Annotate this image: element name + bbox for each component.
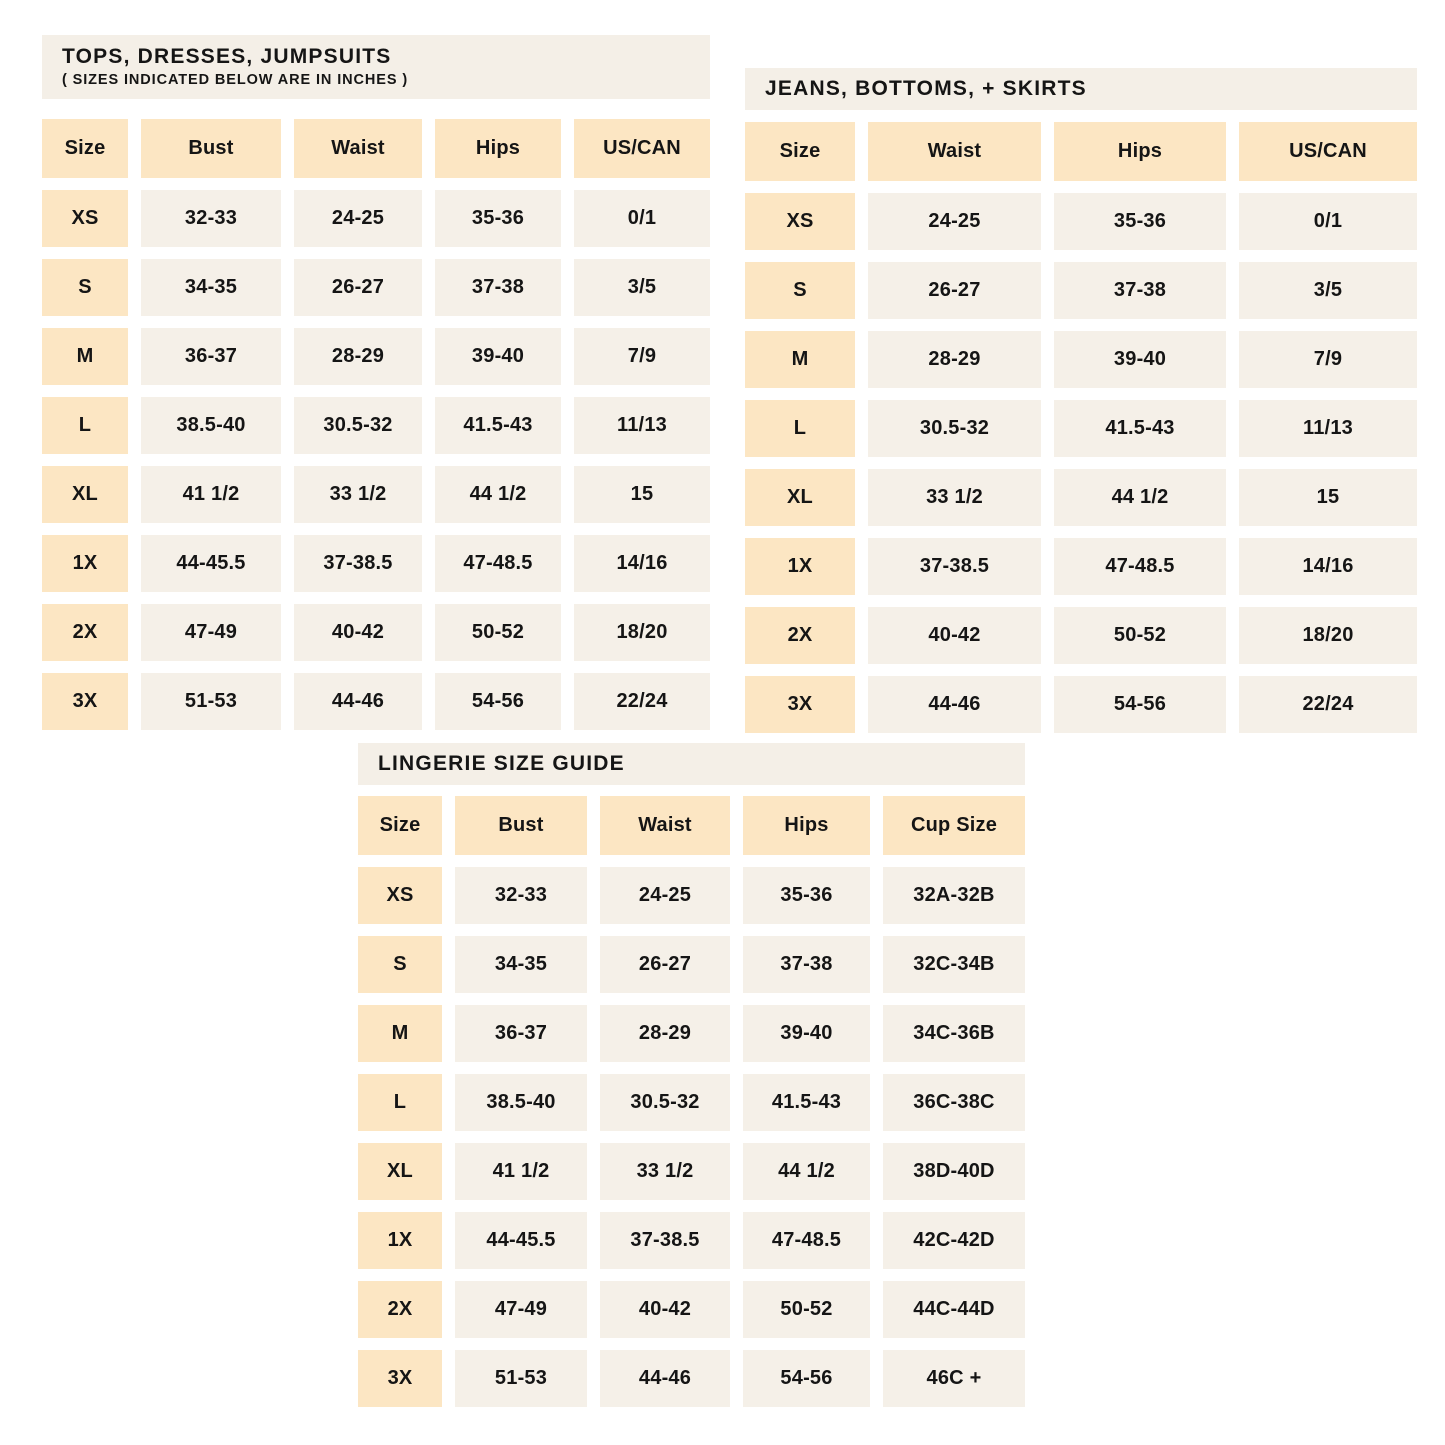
size-label-cell: XS (42, 190, 128, 247)
measurement-cell: 11/13 (1239, 400, 1417, 457)
measurement-cell: 36-37 (141, 328, 281, 385)
measurement-cell: 40-42 (868, 607, 1041, 664)
column-header: Size (42, 119, 128, 178)
panel-title-bar (42, 35, 710, 99)
measurement-cell: 41.5-43 (1054, 400, 1226, 457)
measurement-cell: 44-45.5 (455, 1212, 587, 1269)
column-header: Waist (600, 796, 730, 855)
measurement-cell: 44-45.5 (141, 535, 281, 592)
measurement-cell: 44 1/2 (435, 466, 561, 523)
panel-title: JEANS, BOTTOMS, + SKIRTS (765, 76, 1087, 100)
measurement-cell: 47-48.5 (435, 535, 561, 592)
measurement-cell: 50-52 (743, 1281, 870, 1338)
size-chart-lingerie (358, 743, 1025, 1407)
measurement-cell: 26-27 (868, 262, 1041, 319)
measurement-cell: 44 1/2 (1054, 469, 1226, 526)
measurement-cell: 40-42 (600, 1281, 730, 1338)
size-label-cell: L (42, 397, 128, 454)
measurement-cell: 28-29 (294, 328, 422, 385)
size-label-cell: 2X (745, 607, 855, 664)
measurement-cell: 54-56 (1054, 676, 1226, 733)
size-label-cell: 3X (358, 1350, 442, 1407)
measurement-cell: 30.5-32 (600, 1074, 730, 1131)
measurement-cell: 33 1/2 (600, 1143, 730, 1200)
measurement-cell: 32A-32B (883, 867, 1025, 924)
size-label-cell: 1X (42, 535, 128, 592)
size-label-cell: 2X (42, 604, 128, 661)
column-header: Size (358, 796, 442, 855)
measurement-cell: 7/9 (574, 328, 710, 385)
measurement-cell: 7/9 (1239, 331, 1417, 388)
measurement-cell: 38D-40D (883, 1143, 1025, 1200)
measurement-cell: 44C-44D (883, 1281, 1025, 1338)
measurement-cell: 47-48.5 (1054, 538, 1226, 595)
size-label-cell: S (358, 936, 442, 993)
size-label-cell: 2X (358, 1281, 442, 1338)
measurement-cell: 35-36 (743, 867, 870, 924)
measurement-cell: 15 (574, 466, 710, 523)
measurement-cell: 54-56 (435, 673, 561, 730)
size-label-cell: XL (358, 1143, 442, 1200)
size-label-cell: 1X (745, 538, 855, 595)
column-header: Bust (141, 119, 281, 178)
measurement-cell: 15 (1239, 469, 1417, 526)
measurement-cell: 39-40 (743, 1005, 870, 1062)
measurement-cell: 40-42 (294, 604, 422, 661)
column-header: Hips (1054, 122, 1226, 181)
size-table-grid (358, 796, 1025, 1407)
measurement-cell: 24-25 (294, 190, 422, 247)
measurement-cell: 37-38.5 (294, 535, 422, 592)
column-header: Hips (435, 119, 561, 178)
size-label-cell: S (745, 262, 855, 319)
measurement-cell: 32-33 (455, 867, 587, 924)
measurement-cell: 37-38 (743, 936, 870, 993)
measurement-cell: 14/16 (1239, 538, 1417, 595)
measurement-cell: 33 1/2 (868, 469, 1041, 526)
measurement-cell: 34-35 (141, 259, 281, 316)
size-label-cell: M (745, 331, 855, 388)
measurement-cell: 28-29 (600, 1005, 730, 1062)
measurement-cell: 0/1 (574, 190, 710, 247)
measurement-cell: 36C-38C (883, 1074, 1025, 1131)
measurement-cell: 3/5 (574, 259, 710, 316)
measurement-cell: 37-38.5 (868, 538, 1041, 595)
measurement-cell: 37-38 (1054, 262, 1226, 319)
measurement-cell: 22/24 (1239, 676, 1417, 733)
size-label-cell: L (358, 1074, 442, 1131)
size-label-cell: XS (745, 193, 855, 250)
column-header: Hips (743, 796, 870, 855)
measurement-cell: 47-49 (141, 604, 281, 661)
measurement-cell: 36-37 (455, 1005, 587, 1062)
measurement-cell: 11/13 (574, 397, 710, 454)
measurement-cell: 18/20 (1239, 607, 1417, 664)
measurement-cell: 47-48.5 (743, 1212, 870, 1269)
measurement-cell: 28-29 (868, 331, 1041, 388)
measurement-cell: 18/20 (574, 604, 710, 661)
measurement-cell: 35-36 (435, 190, 561, 247)
measurement-cell: 37-38 (435, 259, 561, 316)
measurement-cell: 22/24 (574, 673, 710, 730)
measurement-cell: 3/5 (1239, 262, 1417, 319)
panel-title-bar (358, 743, 1025, 785)
measurement-cell: 30.5-32 (294, 397, 422, 454)
measurement-cell: 32C-34B (883, 936, 1025, 993)
measurement-cell: 51-53 (455, 1350, 587, 1407)
panel-title: TOPS, DRESSES, JUMPSUITS (62, 44, 392, 68)
measurement-cell: 41 1/2 (455, 1143, 587, 1200)
size-label-cell: 3X (745, 676, 855, 733)
measurement-cell: 24-25 (868, 193, 1041, 250)
measurement-cell: 30.5-32 (868, 400, 1041, 457)
measurement-cell: 38.5-40 (455, 1074, 587, 1131)
measurement-cell: 44 1/2 (743, 1143, 870, 1200)
size-label-cell: M (42, 328, 128, 385)
measurement-cell: 50-52 (435, 604, 561, 661)
size-label-cell: 3X (42, 673, 128, 730)
panel-title-bar (745, 68, 1417, 110)
column-header: US/CAN (1239, 122, 1417, 181)
size-table-grid (42, 119, 710, 730)
measurement-cell: 33 1/2 (294, 466, 422, 523)
measurement-cell: 46C + (883, 1350, 1025, 1407)
panel-title: LINGERIE SIZE GUIDE (378, 751, 625, 775)
measurement-cell: 54-56 (743, 1350, 870, 1407)
measurement-cell: 24-25 (600, 867, 730, 924)
column-header: Size (745, 122, 855, 181)
measurement-cell: 38.5-40 (141, 397, 281, 454)
measurement-cell: 41 1/2 (141, 466, 281, 523)
measurement-cell: 39-40 (435, 328, 561, 385)
measurement-cell: 14/16 (574, 535, 710, 592)
panel-subtitle: ( SIZES INDICATED BELOW ARE IN INCHES ) (62, 71, 409, 88)
measurement-cell: 26-27 (294, 259, 422, 316)
measurement-cell: 41.5-43 (743, 1074, 870, 1131)
column-header: Bust (455, 796, 587, 855)
measurement-cell: 39-40 (1054, 331, 1226, 388)
measurement-cell: 0/1 (1239, 193, 1417, 250)
size-chart-tops-dresses-jumpsuits (42, 35, 710, 730)
measurement-cell: 34-35 (455, 936, 587, 993)
measurement-cell: 47-49 (455, 1281, 587, 1338)
size-label-cell: XL (42, 466, 128, 523)
column-header: Waist (294, 119, 422, 178)
measurement-cell: 41.5-43 (435, 397, 561, 454)
measurement-cell: 34C-36B (883, 1005, 1025, 1062)
measurement-cell: 42C-42D (883, 1212, 1025, 1269)
size-label-cell: L (745, 400, 855, 457)
measurement-cell: 44-46 (600, 1350, 730, 1407)
measurement-cell: 37-38.5 (600, 1212, 730, 1269)
measurement-cell: 32-33 (141, 190, 281, 247)
size-chart-jeans-bottoms-skirts (745, 68, 1417, 733)
measurement-cell: 26-27 (600, 936, 730, 993)
measurement-cell: 44-46 (868, 676, 1041, 733)
size-label-cell: 1X (358, 1212, 442, 1269)
column-header: Cup Size (883, 796, 1025, 855)
measurement-cell: 44-46 (294, 673, 422, 730)
size-label-cell: S (42, 259, 128, 316)
measurement-cell: 35-36 (1054, 193, 1226, 250)
size-table-grid (745, 122, 1417, 733)
column-header: Waist (868, 122, 1041, 181)
size-label-cell: XS (358, 867, 442, 924)
measurement-cell: 50-52 (1054, 607, 1226, 664)
size-label-cell: XL (745, 469, 855, 526)
size-label-cell: M (358, 1005, 442, 1062)
measurement-cell: 51-53 (141, 673, 281, 730)
column-header: US/CAN (574, 119, 710, 178)
